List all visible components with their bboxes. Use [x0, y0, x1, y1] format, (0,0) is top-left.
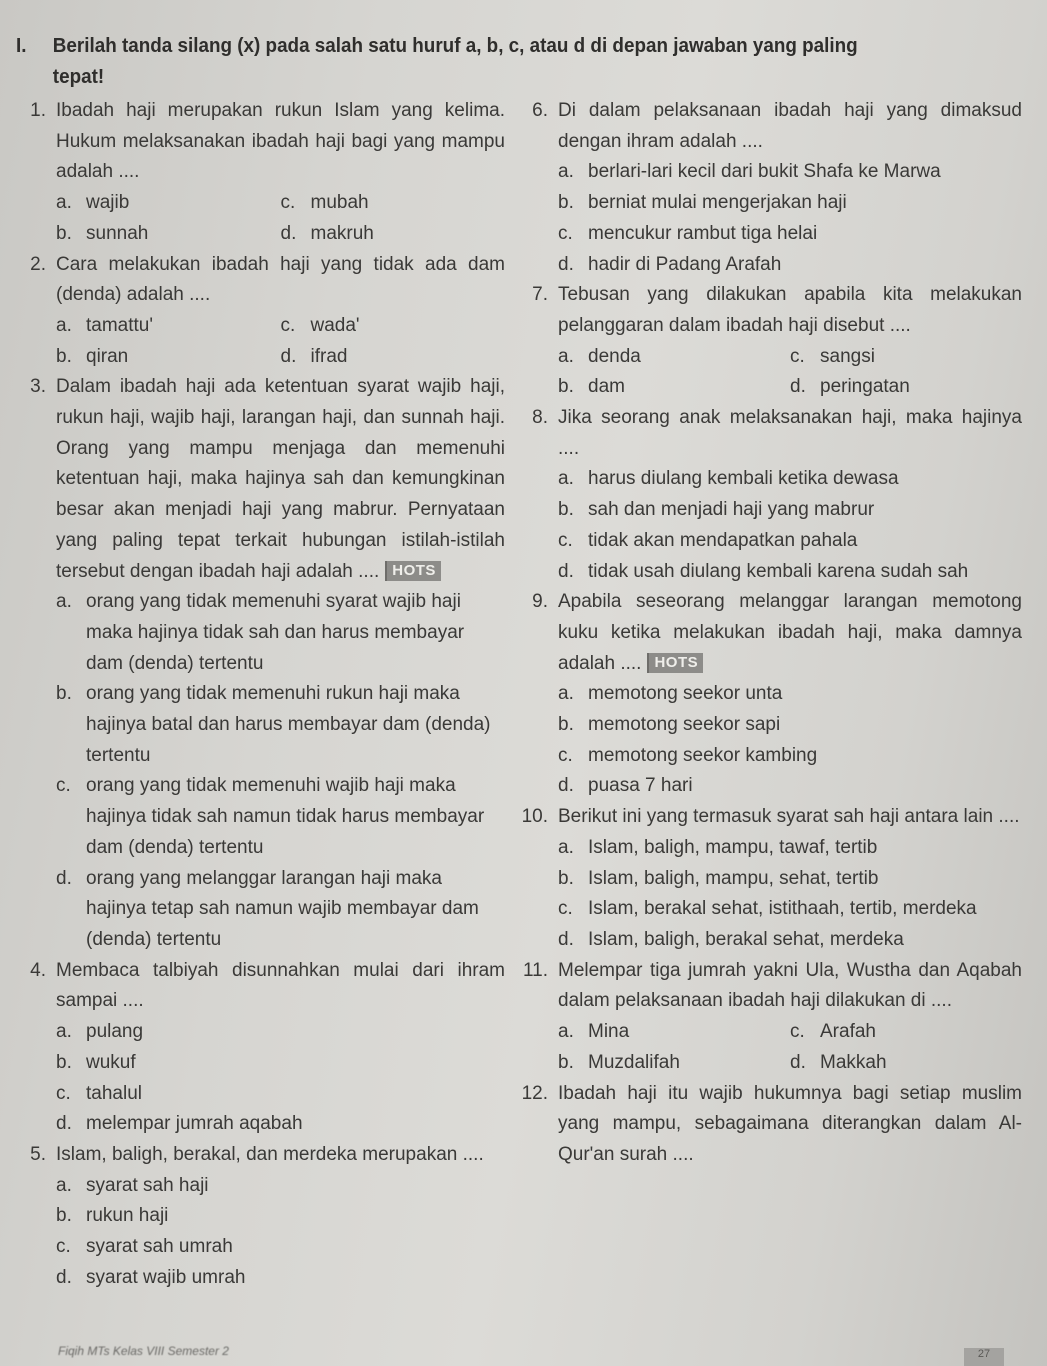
question-9 [502, 587, 1022, 802]
option-a[interactable]: a. berlari-lari kecil dari bukit Shafa ke Marwa [558, 161, 941, 183]
option-b[interactable]: b. rukun haji [56, 1205, 169, 1227]
question-text: Dalam ibadah haji ada ketentuan syarat wajib haji, rukun haji, wajib haji, larangan haji, dan sunnah haji. Orang yang mampu menjaga dan memenuhi ketentuan haji, maka hajinya sah dan kemungkinan besar akan menjadi haji yang mabrur. Pernyataan yang paling tepat terkait hubungan istilah-istilah tersebut dengan ibadah haji adalah .... [56, 376, 505, 582]
question-number: 10. [521, 806, 548, 828]
option-b[interactable]: b. berniat mulai mengerjakan haji [558, 192, 847, 214]
option-d[interactable]: d. puasa 7 hari [558, 775, 693, 797]
option-d[interactable]: d. ifrad [280, 345, 348, 367]
question-7 [502, 280, 1022, 403]
instruction-heading [16, 30, 899, 92]
option-a[interactable]: a. wajib [56, 192, 130, 214]
question-10 [502, 802, 1022, 956]
option-c[interactable]: c. memotong seekor kambing [558, 744, 818, 766]
question-1 [0, 96, 505, 250]
option-d[interactable]: d. Makkah [790, 1051, 887, 1073]
option-d[interactable]: d. tidak usah diulang kembali karena sudah sah [558, 560, 969, 582]
question-text: Di dalam pelaksanaan ibadah haji yang dimaksud dengan ihram adalah .... [558, 100, 1022, 152]
question-2 [0, 250, 505, 373]
question-text: Islam, baligh, berakal, dan merdeka merupakan .... [56, 1143, 484, 1165]
question-text: Melempar tiga jumrah yakni Ula, Wustha dan Aqabah dalam pelaksanaan ibadah haji dilakukan di .... [558, 959, 1022, 1012]
hots-badge: HOTS [647, 653, 703, 673]
option-a[interactable]: a. denda [558, 345, 641, 367]
section-number: I. [16, 34, 27, 57]
question-number: 5. [30, 1143, 46, 1165]
question-8 [502, 403, 1022, 587]
question-6 [502, 96, 1022, 280]
question-text: Tebusan yang dilakukan apabila kita melakukan pelanggaran dalam ibadah haji disebut .... [558, 284, 1022, 336]
question-number: 2. [30, 253, 46, 275]
option-c[interactable]: c. syarat sah umrah [56, 1236, 233, 1258]
option-b[interactable]: b. orang yang tidak memenuhi rukun haji maka hajinya batal dan harus membayar dam (denda) tertentu [56, 683, 491, 766]
question-12 [502, 1079, 1022, 1171]
hots-badge: HOTS [385, 561, 441, 581]
option-d[interactable]: d. Islam, baligh, berakal sehat, merdeka [558, 928, 904, 950]
option-a[interactable]: a. Mina [558, 1021, 630, 1043]
option-b[interactable]: b. qiran [56, 345, 129, 367]
option-c[interactable]: c. Arafah [790, 1021, 876, 1043]
question-text: Berikut ini yang termasuk syarat sah haji antara lain .... [558, 806, 1020, 828]
option-c[interactable]: c. Islam, berakal sehat, istithaah, tertib, merdeka [558, 898, 977, 920]
page-footer: Fiqih MTs Kelas VIII Semester 2 [58, 1344, 229, 1358]
option-a[interactable]: a. syarat sah haji [56, 1174, 209, 1196]
option-d[interactable]: d. syarat wajib umrah [56, 1266, 246, 1288]
option-a[interactable]: a. memotong seekor unta [558, 683, 783, 705]
question-text: Cara melakukan ibadah haji yang tidak ada dam (denda) adalah .... [56, 253, 505, 306]
option-a[interactable]: a. tamattu' [56, 314, 153, 336]
option-c[interactable]: c. sangsi [790, 345, 875, 367]
option-b[interactable]: b. sah dan menjadi haji yang mabrur [558, 499, 875, 521]
option-a[interactable]: a. Islam, baligh, mampu, tawaf, tertib [558, 836, 878, 858]
question-number: 8. [532, 407, 548, 429]
option-d[interactable]: d. hadir di Padang Arafah [558, 253, 782, 275]
left-column [0, 96, 505, 1293]
question-text: Apabila seseorang melanggar larangan memotong kuku ketika melakukan ibadah haji, maka damnya adalah .... [558, 591, 1022, 674]
question-5 [0, 1140, 505, 1294]
question-number: 3. [30, 376, 46, 398]
right-column [502, 96, 1022, 1171]
option-b[interactable]: b. dam [558, 376, 625, 398]
question-text: Membaca talbiyah disunnahkan mulai dari ihram sampai .... [56, 959, 505, 1012]
option-a[interactable]: a. harus diulang kembali ketika dewasa [558, 468, 899, 490]
question-text: Ibadah haji itu wajib hukumnya bagi setiap muslim yang mampu, sebagaimana diterangkan dalam Al-Qur'an surah .... [558, 1082, 1022, 1165]
option-c[interactable]: c. mencukur rambut tiga helai [558, 222, 818, 244]
option-d[interactable]: d. melempar jumrah aqabah [56, 1113, 303, 1135]
question-number: 6. [532, 100, 548, 121]
option-c[interactable]: c. orang yang tidak memenuhi wajib haji maka hajinya tidak sah namun tidak harus membayar dam (denda) tertentu [56, 775, 485, 858]
option-c[interactable]: c. wada' [280, 314, 360, 336]
question-number: 1. [30, 100, 46, 121]
option-a[interactable]: a. orang yang tidak memenuhi syarat wajib haji maka hajinya tidak sah dan harus membayar dam (denda) tertentu [56, 591, 465, 674]
option-a[interactable]: a. pulang [56, 1021, 144, 1043]
option-d[interactable]: d. makruh [280, 222, 374, 244]
page-number: 27 [964, 1348, 1004, 1366]
question-4 [0, 956, 505, 1140]
instruction-text: Berilah tanda silang (x) pada salah satu huruf a, b, c, atau d di depan jawaban yang paling tepat! [52, 34, 858, 88]
option-c[interactable]: c. tidak akan mendapatkan pahala [558, 529, 858, 551]
question-3 [0, 372, 505, 955]
option-b[interactable]: b. memotong seekor sapi [558, 714, 781, 736]
option-c[interactable]: c. mubah [280, 192, 369, 214]
question-number: 7. [532, 284, 548, 306]
option-c[interactable]: c. tahalul [56, 1082, 142, 1104]
option-d[interactable]: d. orang yang melanggar larangan haji maka hajinya tetap sah namun wajib membayar dam (denda) tertentu [56, 867, 479, 950]
option-b[interactable]: b. wukuf [56, 1051, 136, 1073]
question-11 [502, 956, 1022, 1079]
question-number: 9. [532, 591, 548, 613]
question-number: 4. [30, 959, 46, 981]
question-text: Jika seorang anak melaksanakan haji, maka hajinya .... [558, 407, 1022, 459]
option-b[interactable]: b. Islam, baligh, mampu, sehat, tertib [558, 867, 879, 889]
option-d[interactable]: d. peringatan [790, 376, 910, 398]
question-number: 11. [522, 959, 548, 981]
option-b[interactable]: b. Muzdalifah [558, 1051, 680, 1073]
question-number: 12. [521, 1082, 548, 1104]
option-b[interactable]: b. sunnah [56, 222, 149, 244]
question-text: Ibadah haji merupakan rukun Islam yang kelima. Hukum melaksanakan ibadah haji bagi yang mampu adalah .... [56, 100, 505, 183]
